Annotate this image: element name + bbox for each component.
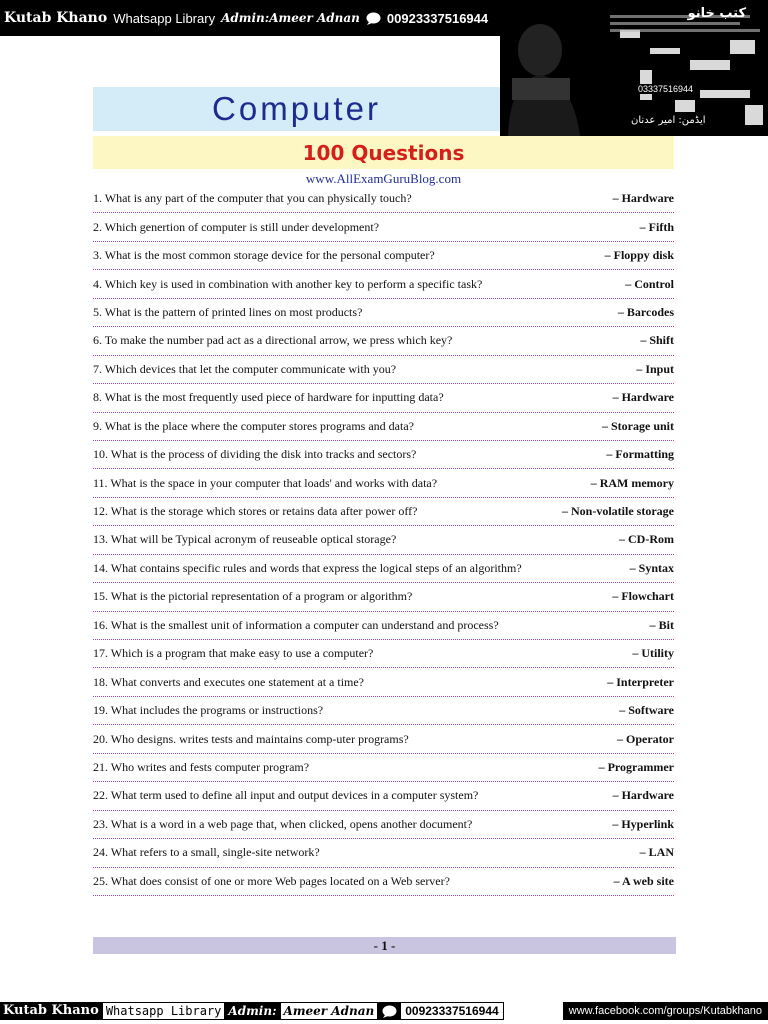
question-row xyxy=(93,839,674,867)
answer-text: – RAM memory xyxy=(590,475,674,490)
question-row xyxy=(93,782,674,810)
answer-text: – Floppy disk xyxy=(604,248,674,263)
question-text: 5. What is the pattern of printed lines on most products? xyxy=(93,304,363,319)
question-row xyxy=(93,697,674,725)
answer-text: – Control xyxy=(625,276,674,291)
answer-text: – Operator xyxy=(617,731,674,746)
question-text: 16. What is the smallest unit of information a computer can understand and process? xyxy=(93,617,499,632)
kutab-khano-banner-image xyxy=(500,0,768,136)
website-link[interactable]: www.AllExamGuruBlog.com xyxy=(305,171,462,186)
question-row xyxy=(93,356,674,384)
page-number-band xyxy=(93,937,676,954)
question-row xyxy=(93,327,674,355)
question-text: 23. What is a word in a web page that, when clicked, opens another document? xyxy=(93,816,473,831)
whatsapp-icon xyxy=(378,1002,400,1020)
question-text: 13. What will be Typical acronym of reuseable optical storage? xyxy=(93,532,397,547)
question-row xyxy=(93,413,674,441)
question-row xyxy=(93,583,674,611)
question-row xyxy=(93,612,674,640)
question-text: 15. What is the pictorial representation of a program or algorithm? xyxy=(93,589,413,604)
question-row xyxy=(93,640,674,668)
title-band xyxy=(93,87,500,131)
answer-text: – Fifth xyxy=(639,219,674,234)
question-text: 6. To make the number pad act as a directional arrow, we press which key? xyxy=(93,333,453,348)
question-row xyxy=(93,555,674,583)
banner-title: کتب خانو xyxy=(687,6,746,21)
question-text: 10. What is the process of dividing the disk into tracks and sectors? xyxy=(93,447,417,462)
question-text: 12. What is the storage which stores or retains data after power off? xyxy=(93,504,418,519)
header-phone: 00923337516944 xyxy=(386,10,489,26)
footer-admin-label: Admin: xyxy=(225,1002,279,1020)
footer-phone: 00923337516944 xyxy=(400,1002,503,1020)
header-admin: Admin:Ameer Adnan xyxy=(221,11,360,25)
answer-text: – Hardware xyxy=(612,788,674,803)
footer-brand: Kutab Khano xyxy=(0,1002,102,1020)
answer-text: – Interpreter xyxy=(607,674,674,689)
question-text: 8. What is the most frequently used piece of hardware for inputting data? xyxy=(93,390,444,405)
answer-text: – Hardware xyxy=(612,390,674,405)
question-row xyxy=(93,213,674,241)
banner-admin-name: ایڈمن: امیر عدنان xyxy=(628,115,709,126)
question-text: 17. Which is a program that make easy to use a computer? xyxy=(93,646,374,661)
question-row xyxy=(93,384,674,412)
question-row xyxy=(93,185,674,213)
question-text: 2. Which genertion of computer is still under development? xyxy=(93,219,380,234)
answer-text: – CD-Rom xyxy=(619,532,674,547)
question-text: 11. What is the space in your computer that loads' and works with data? xyxy=(93,475,438,490)
answer-text: – Barcodes xyxy=(617,304,674,319)
question-row xyxy=(93,668,674,696)
question-row xyxy=(93,299,674,327)
answer-text: – Flowchart xyxy=(612,589,674,604)
question-row xyxy=(93,270,674,298)
header-library: Whatsapp Library xyxy=(113,10,216,26)
question-row xyxy=(93,868,674,896)
question-row xyxy=(93,469,674,497)
answer-text: – Syntax xyxy=(629,560,674,575)
answer-text: – Utility xyxy=(632,646,674,661)
whatsapp-icon xyxy=(366,12,381,25)
question-text: 19. What includes the programs or instructions? xyxy=(93,703,324,718)
question-row xyxy=(93,242,674,270)
banner-phone: 03337516944 xyxy=(638,84,694,94)
question-row xyxy=(93,754,674,782)
question-row xyxy=(93,526,674,554)
question-row xyxy=(93,441,674,469)
header-brand: Kutab Khano xyxy=(4,10,108,26)
footer-admin-name: Ameer Adnan xyxy=(280,1002,379,1020)
question-row xyxy=(93,725,674,753)
question-text: 9. What is the place where the computer stores programs and data? xyxy=(93,418,414,433)
question-text: 14. What contains specific rules and words that express the logical steps of an algorithm? xyxy=(93,560,522,575)
question-row xyxy=(93,498,674,526)
answer-text: – Bit xyxy=(649,617,674,632)
page-subtitle: 100 Questions xyxy=(302,140,465,165)
question-text: 24. What refers to a small, single-site network? xyxy=(93,845,320,860)
page-number: - 1 - xyxy=(373,937,396,953)
question-text: 21. Who writes and fests computer program? xyxy=(93,759,310,774)
answer-text: – Programmer xyxy=(598,759,674,774)
answer-text: – LAN xyxy=(639,845,674,860)
footer-bar xyxy=(0,1002,768,1020)
answer-text: – Input xyxy=(636,361,674,376)
question-text: 20. Who designs. writes tests and maintains comp-uter programs? xyxy=(93,731,409,746)
answer-text: – Hyperlink xyxy=(612,816,674,831)
subtitle-band xyxy=(93,136,674,169)
answer-text: – Hardware xyxy=(612,191,674,206)
question-text: 1. What is any part of the computer that you can physically touch? xyxy=(93,191,412,206)
question-text: 4. Which key is used in combination with another key to perform a specific task? xyxy=(93,276,483,291)
question-list xyxy=(93,185,674,896)
question-row xyxy=(93,811,674,839)
question-text: 18. What converts and executes one statement at a time? xyxy=(93,674,365,689)
answer-text: – Storage unit xyxy=(602,418,674,433)
answer-text: – Shift xyxy=(640,333,674,348)
answer-text: – A web site xyxy=(613,873,674,888)
question-text: 25. What does consist of one or more Web pages located on a Web server? xyxy=(93,873,450,888)
answer-text: – Formatting xyxy=(606,447,674,462)
answer-text: – Software xyxy=(619,703,674,718)
question-text: 22. What term used to define all input and output devices in a computer system? xyxy=(93,788,479,803)
header-bar xyxy=(0,0,500,36)
question-text: 7. Which devices that let the computer communicate with you? xyxy=(93,361,397,376)
footer-facebook-link[interactable]: www.facebook.com/groups/Kutabkhano xyxy=(563,1002,768,1020)
footer-library: Whatsapp Library xyxy=(102,1002,226,1020)
question-text: 3. What is the most common storage device for the personal computer? xyxy=(93,248,435,263)
answer-text: – Non-volatile storage xyxy=(562,504,674,519)
page-title: Computer xyxy=(212,90,381,127)
